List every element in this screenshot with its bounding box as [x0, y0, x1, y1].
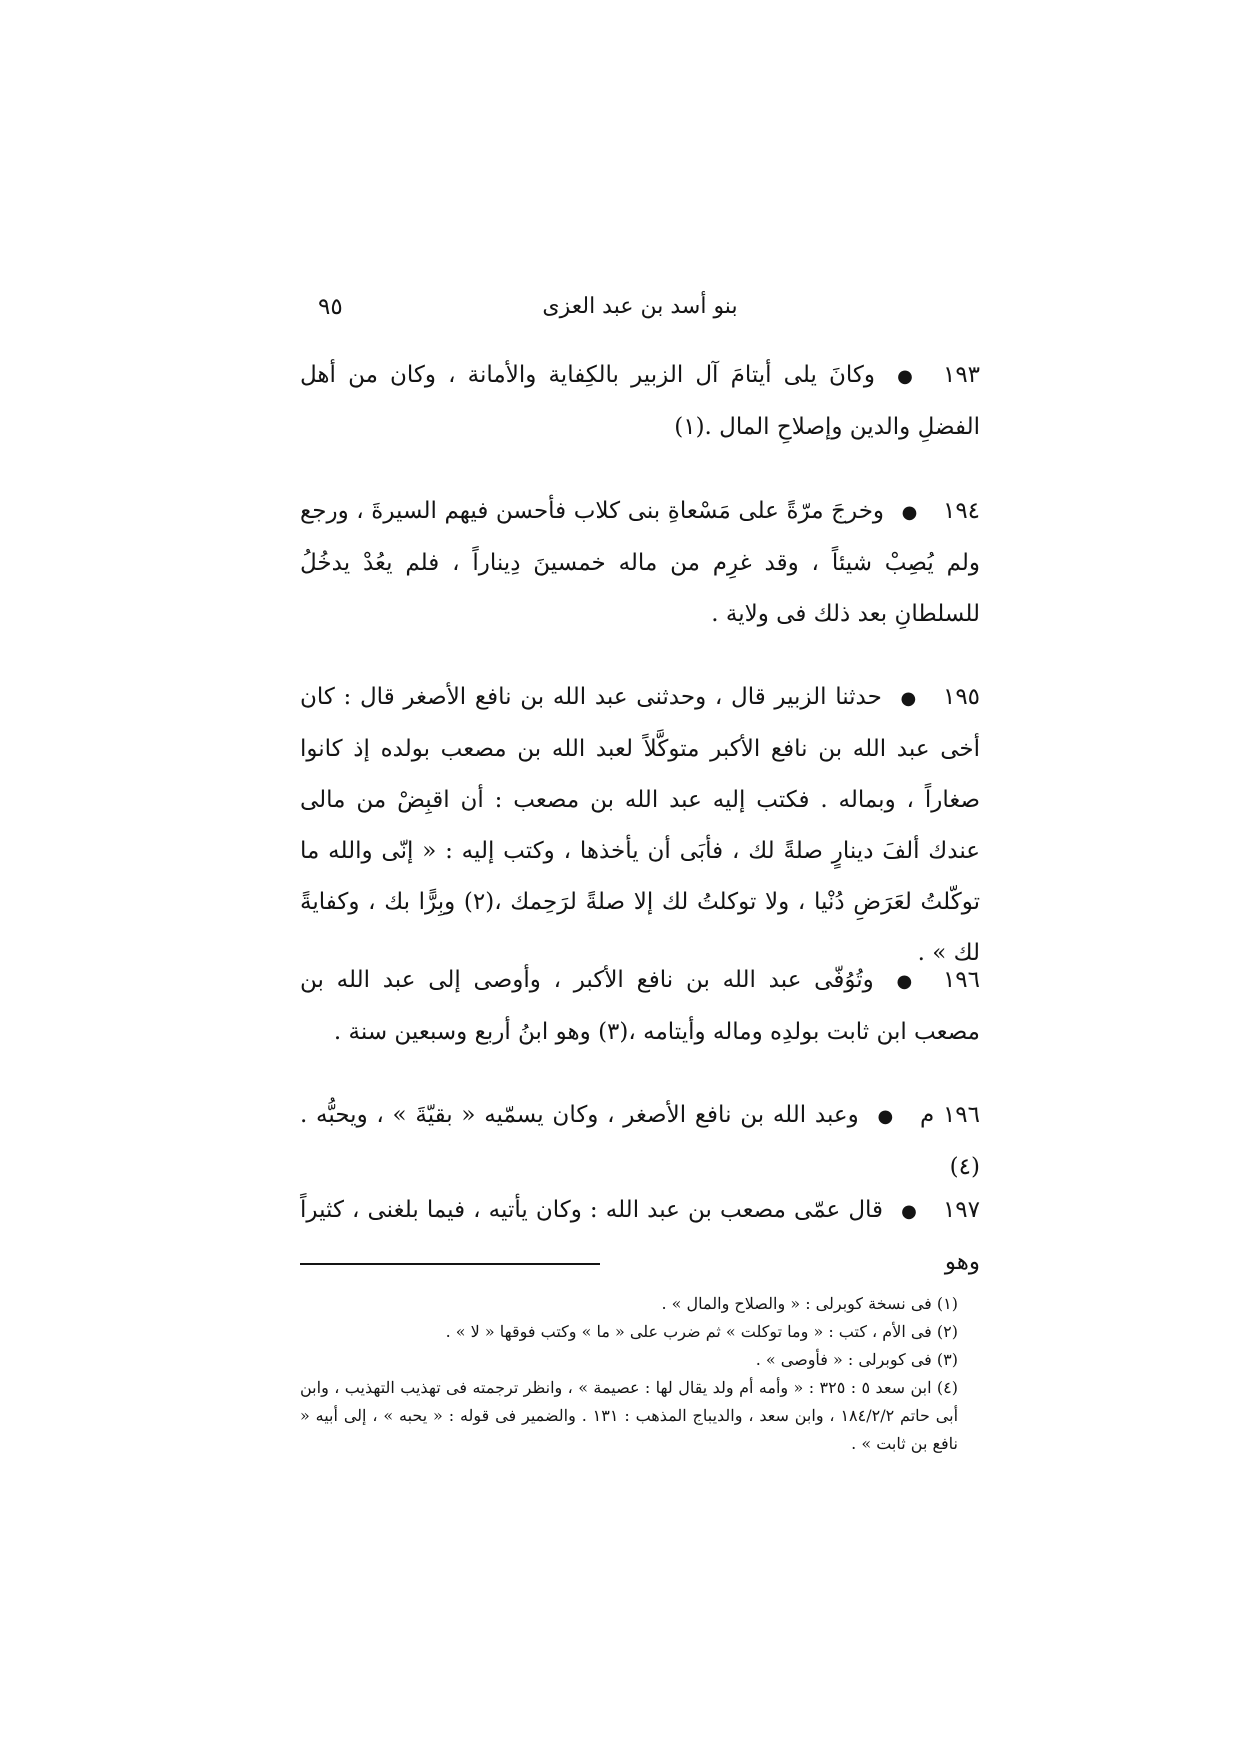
- running-title: بنو أسد بن عبد العزى: [542, 294, 738, 319]
- bullet-icon: ●: [897, 366, 913, 387]
- paragraph-text: وعبد الله بن نافع الأصغر ، وكان يسمّيه « بقيّةَ » ، ويحبُّه .(٤): [300, 1102, 980, 1180]
- footnotes: [300, 1290, 980, 1458]
- paragraph-number: ١٩٦: [942, 967, 980, 993]
- paragraph-text: حدثنا الزبير قال ، وحدثنى عبد الله بن نافع الأصغر قال : كان أخى عبد الله بن نافع الأكبر متوكَّلاً لعبد الله بن مصعب بولده إذ كانوا صغاراً ، وبماله . فكتب إليه عبد الله بن مصعب : أن اقبِضْ من مالى عندك ألفَ دينارٍ صلةً لك ، فأبَى أن يأخذها ، وكتب إليه : « إنّى والله ما توكّلتُ لعَرَضِ دُنْيا ، ولا توكلتُ لك إلا صلةً لرَحِمك ،(٢) وبِرًّا بك ، وكفايةً لك » .: [300, 684, 980, 966]
- book-page: [300, 0, 980, 1754]
- paragraph-text: وتُوُفّى عبد الله بن نافع الأكبر ، وأوصى إلى عبد الله بن مصعب ابن ثابت بولدِه وماله وأيتامه ،(٣) وهو ابنُ أربع وسبعين سنة .: [300, 967, 980, 1045]
- bullet-icon: ●: [900, 688, 917, 709]
- paragraph-text: وخرجَ مرّةً على مَسْعاةِ بنى كلاب فأحسن فيهم السيرةَ ، ورجع ولم يُصِبْ شيئاً ، وقد غرِم من ماله خمسينَ دِيناراً ، فلم يعُدْ يدخُلُ للسلطانِ بعد ذلك فى ولاية .: [300, 498, 980, 627]
- footnote-2: (٢) فى الأم ، كتب : « وما توكلت » ثم ضرب على « ما » وكتب فوقها « لا » .: [445, 1322, 958, 1341]
- bullet-icon: ●: [901, 1201, 917, 1222]
- paragraph-197: [300, 1185, 980, 1288]
- paragraph-196m: [300, 1090, 980, 1193]
- paragraph-number: ١٩٧: [942, 1197, 981, 1223]
- footnote-divider: [300, 1263, 600, 1265]
- paragraph-text: قال عمّى مصعب بن عبد الله : وكان يأتيه ، فيما بلغنى ، كثيراً وهو: [300, 1197, 980, 1275]
- footnote-3: (٣) فى كوبرلى : « فأوصى » .: [755, 1350, 958, 1369]
- running-head: [300, 290, 980, 324]
- footnote-4: (٤) ابن سعد ٥ : ٣٢٥ : « وأمه أم ولد يقال لها : عصيمة » ، وانظر ترجمته فى تهذيب التهذيب ، وابن أبى حاتم ١٨٤/٢/٢ ، وابن سعد ، والديباج المذهب : ١٣١ . والضمير فى قوله : « يحبه » ، إلى أبيه « نافع بن ثابت » .: [300, 1378, 959, 1453]
- paragraph-text: وكانَ يلى أيتامَ آل الزبير بالكِفاية والأمانة ، وكان من أهل الفضلِ والدين وإصلاحِ المال .(١): [300, 362, 980, 440]
- paragraph-193: [300, 350, 980, 453]
- paragraph-195: [300, 672, 980, 979]
- bullet-icon: ●: [877, 1106, 894, 1127]
- paragraph-number: ١٩٦ م: [919, 1102, 980, 1128]
- paragraph-number: ١٩٥: [942, 684, 981, 710]
- paragraph-number: ١٩٤: [942, 498, 981, 524]
- footnote-1: (١) فى نسخة كوبرلى : « والصلاح والمال » .: [661, 1294, 958, 1313]
- paragraph-196: [300, 955, 980, 1058]
- bullet-icon: ●: [901, 502, 918, 523]
- paragraph-number: ١٩٣: [942, 362, 981, 388]
- bullet-icon: ●: [896, 971, 913, 992]
- paragraph-194: [300, 486, 980, 640]
- page-number: ٩٥: [318, 294, 343, 320]
